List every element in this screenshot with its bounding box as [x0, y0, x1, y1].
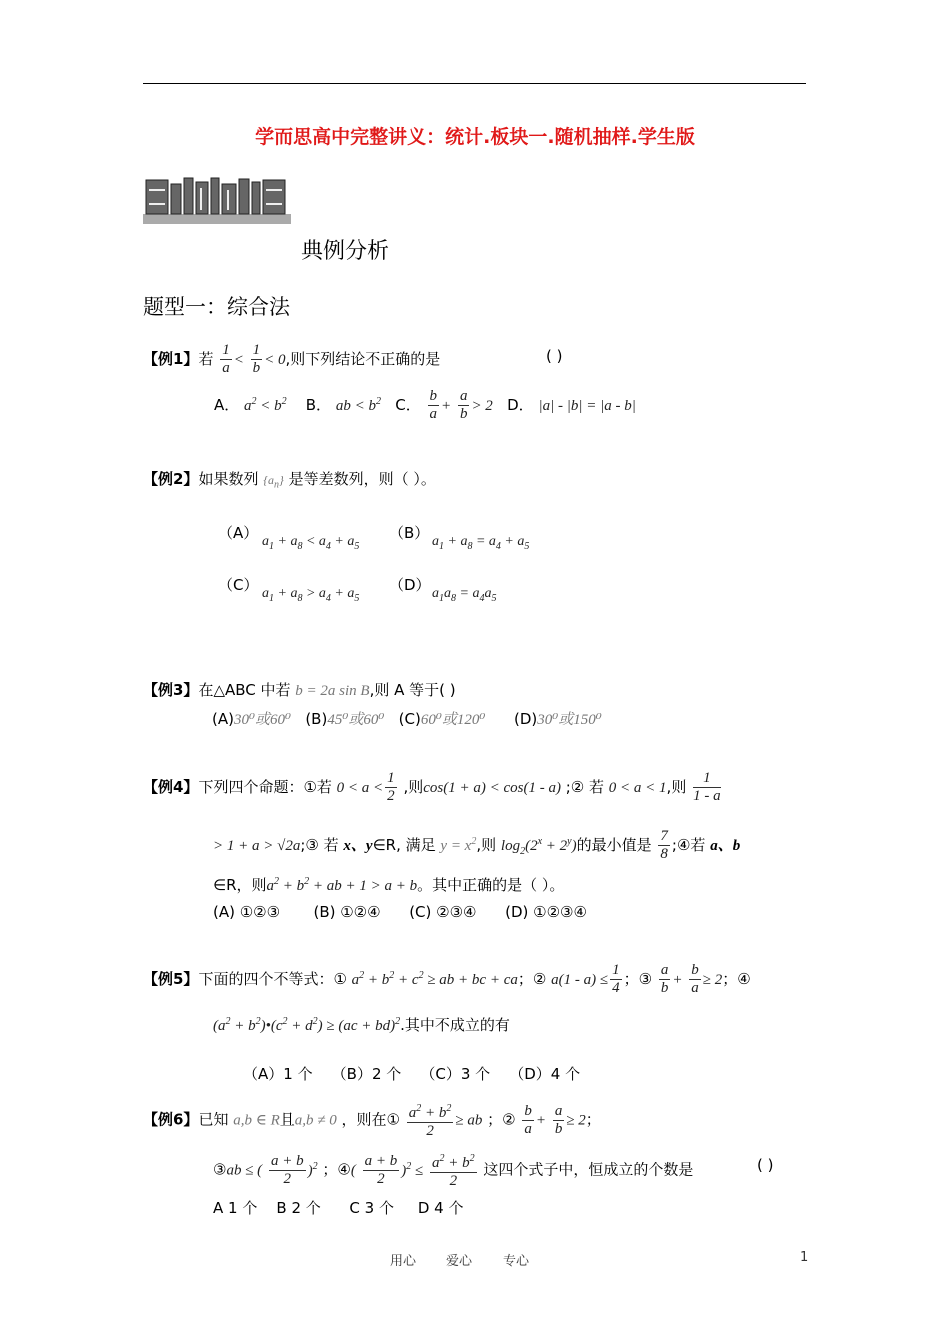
example-2-option-d: （D） [389, 576, 431, 594]
footer-text-1: 用心 [390, 1254, 417, 1269]
footer-text-2: 爱心 [446, 1254, 473, 1269]
example-4-line-2: > 1 + a > √2a;③ 若 x、y∈R, 满足 $y = x^2$,则 $\log_2(2^x + 2^y)$的最小值是 $\frac{7}{8}$ ;④若 a、b [213, 828, 741, 862]
header-rule [143, 83, 806, 84]
example-6-line-1: 【例6】已知 a,b ∈ R且a,b ≠ 0 ，则在① $\frac{a^2 + b^2}{2}$ ≥ ab ；② $\frac{b}{a}$ + $\frac{a}{b}$ ≥ 2； [143, 1100, 601, 1140]
example-5-line-1: 【例5】下面的四个不等式：① $a^2 + b^2 + c^2$ ≥ ab + bc + ca；② a(1 - a) ≤ $\frac{1}{4}$ ；③ $\frac{a}{b}$ + $\frac{b}{a}$ ≥ 2；④ [143, 962, 751, 996]
example-3-stem: 【例3】在△ABC 中若 b = 2a sin B,则 A 等于( ) [143, 681, 456, 699]
example-2-option-c: （C） [218, 576, 259, 594]
example-4-line-3: ∈R，则$a^2 + b^2$ + ab + 1 > a + b。其中正确的是（ ）。 [213, 876, 565, 894]
example-2-stem: 【例2】如果数列 $\{a_n\}$ 是等差数列，则（ ）。 [143, 470, 436, 491]
example-3-options: (A)30⁰或60⁰ (B)45⁰或60⁰ (C)60⁰或120⁰ (D)30⁰或150⁰ [212, 710, 602, 728]
example-1-stem: 【例1】若 $\frac{1}{a}$ < $\frac{1}{b}$ < 0,则下列结论不正确的是 [143, 342, 441, 376]
example-4-line-1: 【例4】下列四个命题：①若 0 < a < $\frac{1}{2}$ ,则cos(1 + a) < cos(1 - a) ;② 若 0 < a < 1,则 $\frac{1}{1 - a}$ [143, 770, 721, 804]
example-5-line-2: ($a^2$ + $b^2)•(c^2 + d^2) \ge (ac + bd)^2$.其中不成立的有 [213, 1016, 510, 1034]
footer-text-3: 专心 [503, 1254, 530, 1269]
example-1-options: A． $a^2 < b^2$ B． ab < $b^2$ C． $\frac{b}{a}$ + $\frac{a}{b}$ > 2 D． |a| - |b| = |a - b| [214, 388, 636, 422]
section-heading: 典例分析 [301, 239, 390, 264]
example-5-options: （A）1 个 （B）2 个 （C）3 个 （D）4 个 [243, 1065, 581, 1083]
document-title: 学而思高中完整讲义：统计.板块一.随机抽样.学生版 [255, 126, 695, 148]
example-1-answer-paren: ( ) [546, 347, 563, 365]
example-6-answer-paren: ( ) [757, 1156, 774, 1174]
section-subheading: 题型一：综合法 [143, 295, 290, 319]
example-6-options: A 1 个 B 2 个 C 3 个 D 4 个 [213, 1199, 464, 1217]
page-number: 1 [800, 1250, 809, 1265]
example-2-option-b: （B） [389, 524, 430, 542]
example-4-options: (A) ①②③ (B) ①②④ (C) ②③④ (D) ①②③④ [213, 903, 587, 921]
books-logo-icon [143, 176, 291, 226]
example-2-option-a: （A） [218, 524, 259, 542]
example-6-line-2: ③ab ≤ ( $\frac{a + b}{2}$ )$^2$ ；④( $\frac{a + b}{2}$ )$^2$ ≤ $\frac{a^2 + b^2}{2}$ 这四个式子中，恒成立的个数是 [213, 1150, 693, 1190]
